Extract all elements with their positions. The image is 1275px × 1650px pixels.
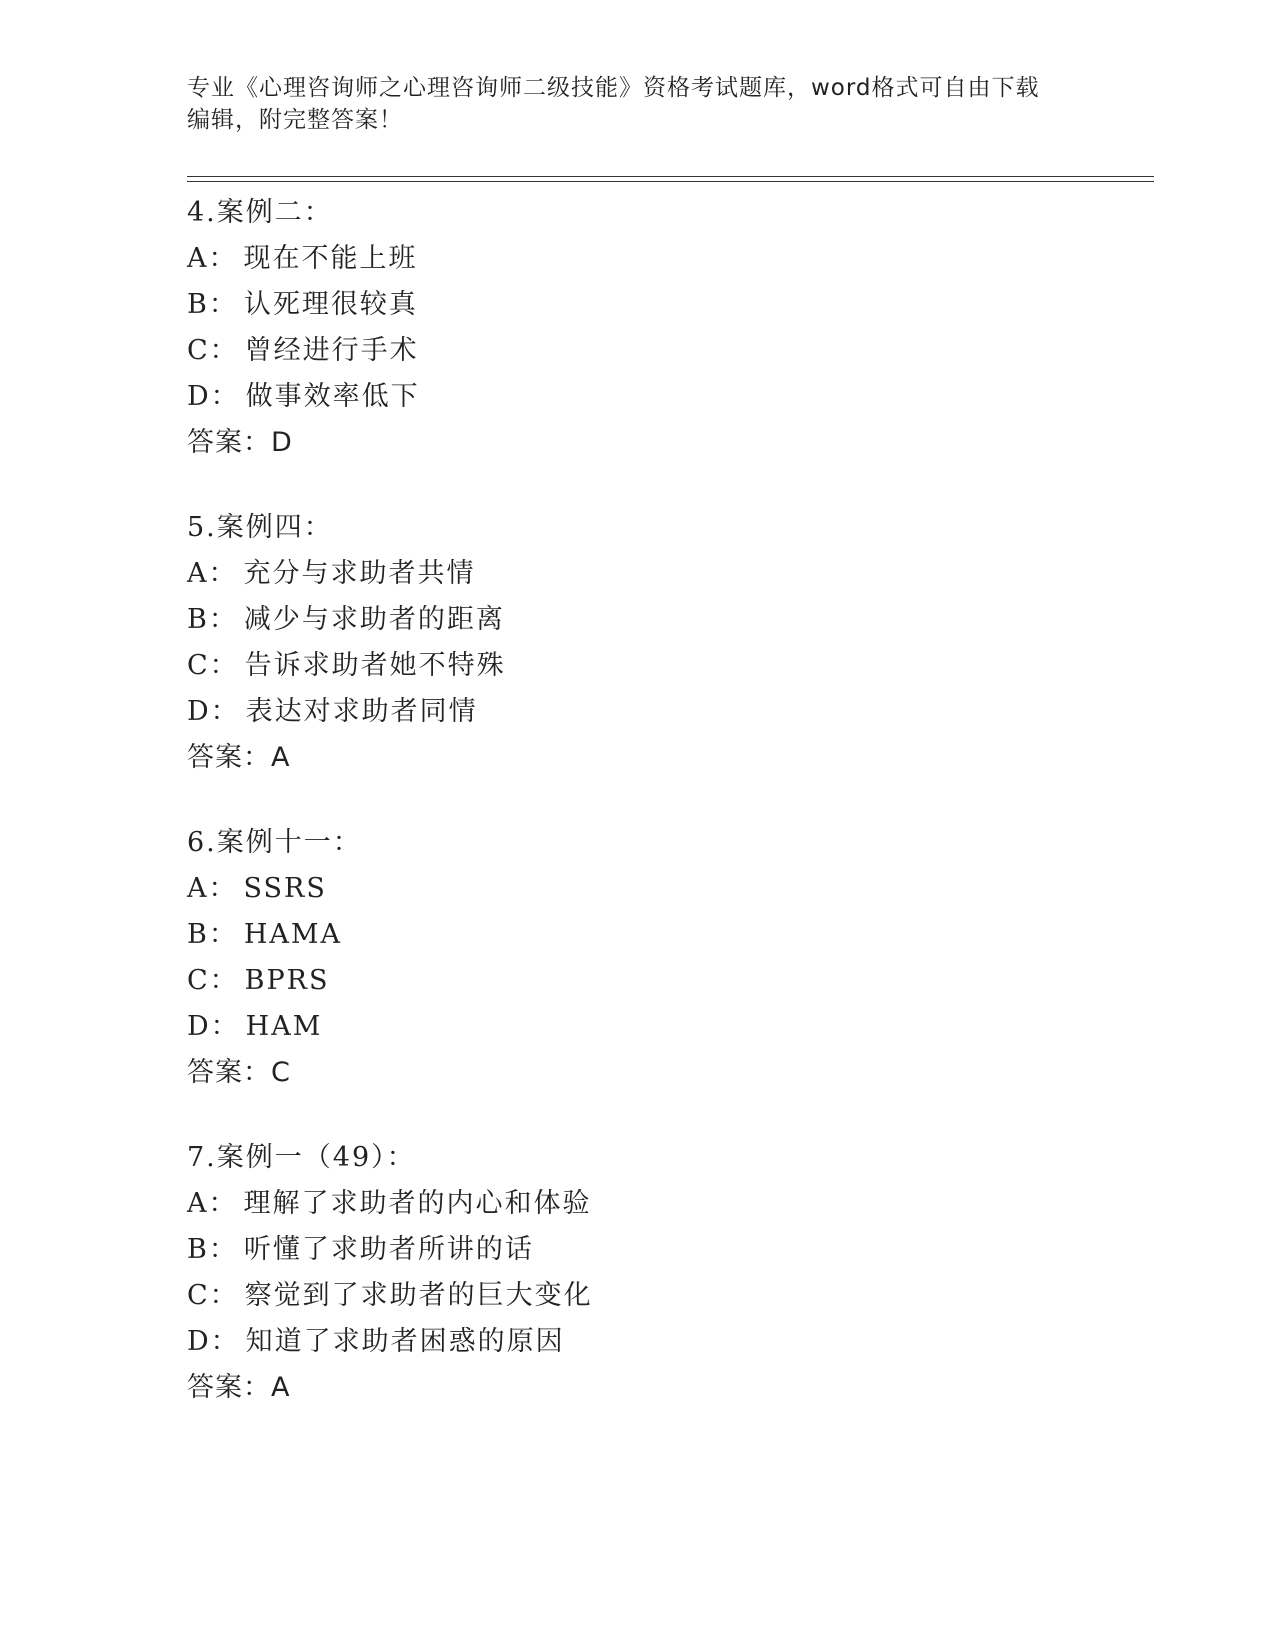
option-text: 表达对求助者同情	[245, 696, 478, 727]
option-text: BPRS	[244, 965, 330, 996]
header-divider-bottom	[187, 181, 1154, 182]
answer-line: 答案：D	[187, 427, 293, 458]
question-title: 4.案例二：	[187, 197, 333, 228]
option-text: 曾经进行手术	[244, 335, 419, 366]
option-text: 理解了求助者的内心和体验	[243, 1188, 592, 1219]
option-b	[187, 912, 1147, 958]
option-key: C：	[187, 650, 239, 681]
question-7	[187, 1135, 1147, 1411]
option-key: B：	[187, 604, 238, 635]
option-d	[187, 1004, 1147, 1050]
option-c	[187, 958, 1147, 1004]
option-key: A：	[187, 243, 238, 274]
option-key: A：	[187, 873, 238, 904]
option-key: A：	[187, 558, 238, 589]
option-key: D：	[187, 1326, 240, 1357]
option-b	[187, 1227, 1147, 1273]
option-a	[187, 236, 1147, 282]
question-4	[187, 190, 1147, 466]
option-c	[187, 328, 1147, 374]
option-key: B：	[187, 919, 238, 950]
option-a	[187, 866, 1147, 912]
option-key: C：	[187, 965, 239, 996]
question-list	[187, 190, 1147, 1450]
option-key: A：	[187, 1188, 238, 1219]
option-a	[187, 1181, 1147, 1227]
option-b	[187, 282, 1147, 328]
option-text: SSRS	[243, 873, 327, 904]
option-text: 知道了求助者困惑的原因	[245, 1326, 565, 1357]
option-text: 察觉到了求助者的巨大变化	[244, 1280, 593, 1311]
question-title: 5.案例四：	[187, 512, 333, 543]
option-text: 听懂了求助者所讲的话	[243, 1234, 534, 1265]
option-key: D：	[187, 696, 240, 727]
option-key: B：	[187, 1234, 238, 1265]
option-text: 做事效率低下	[245, 381, 420, 412]
option-key: C：	[187, 335, 239, 366]
option-key: C：	[187, 1280, 239, 1311]
option-text: HAMA	[243, 919, 343, 950]
option-key: D：	[187, 381, 240, 412]
header-line-1: 专业《心理咨询师之心理咨询师二级技能》资格考试题库，word格式可自由下载	[187, 75, 1040, 101]
option-text: 充分与求助者共情	[243, 558, 476, 589]
option-c	[187, 1273, 1147, 1319]
option-text: 现在不能上班	[243, 243, 418, 274]
option-text: 减少与求助者的距离	[243, 604, 505, 635]
option-text: 认死理很较真	[243, 289, 418, 320]
answer-line: 答案：C	[187, 1057, 291, 1088]
answer-line: 答案：A	[187, 1372, 291, 1403]
document-header	[187, 72, 1087, 136]
option-key: D：	[187, 1011, 240, 1042]
option-d	[187, 374, 1147, 420]
option-d	[187, 1319, 1147, 1365]
option-text: HAM	[245, 1011, 323, 1042]
header-line-2: 编辑，附完整答案！	[187, 107, 403, 133]
option-text: 告诉求助者她不特殊	[244, 650, 506, 681]
answer-line: 答案：A	[187, 742, 291, 773]
option-key: B：	[187, 289, 238, 320]
header-divider-top	[187, 176, 1154, 177]
question-title: 7.案例一（49）：	[187, 1142, 416, 1173]
option-a	[187, 551, 1147, 597]
option-d	[187, 689, 1147, 735]
option-b	[187, 597, 1147, 643]
question-6	[187, 820, 1147, 1096]
option-c	[187, 643, 1147, 689]
question-title: 6.案例十一：	[187, 827, 362, 858]
question-5	[187, 505, 1147, 781]
